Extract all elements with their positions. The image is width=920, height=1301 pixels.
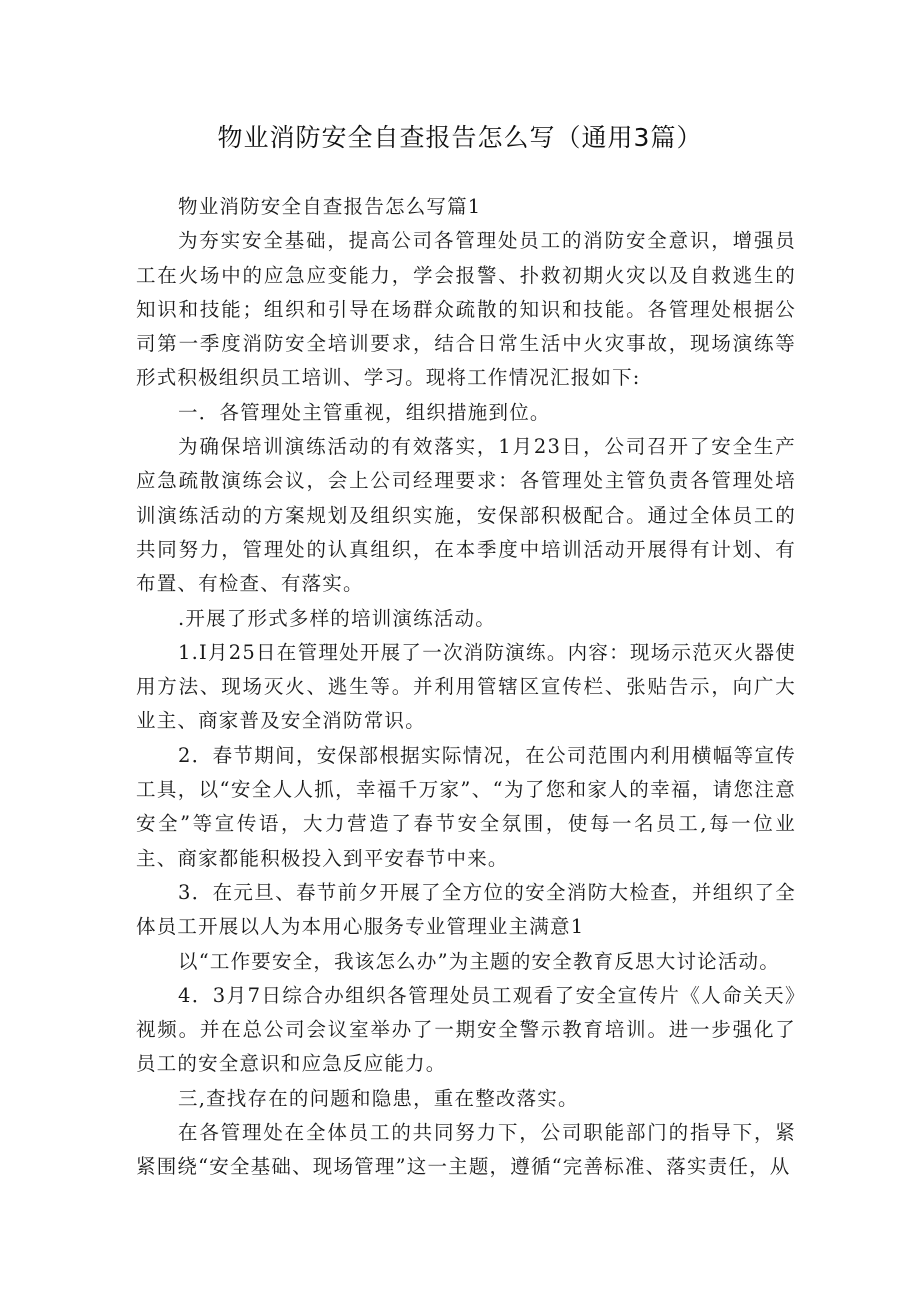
subsection-heading: .开展了形式多样的培训演练活动。	[178, 606, 496, 630]
body-paragraph: 在各管理处在全体员工的共同努力下，公司职能部门的指导下，紧紧围绕“安全基础、现场管理”这一主题，遵循“完善标准、落实责任，从	[136, 1121, 796, 1179]
subsection-heading: 一．各管理处主管重视，组织措施到位。	[178, 400, 551, 424]
list-item: 1.I月25日在管理处开展了一次消防演练。内容：现场示范灭火器使用方法、现场灭火、逃生等。并利用管辖区宣传栏、张贴告示，向广大业主、商家普及安全消防常识。	[136, 640, 796, 733]
body-paragraph: 以“工作要安全，我该怎么办”为主题的安全教育反思大讨论活动。	[178, 949, 780, 973]
document-body	[136, 190, 796, 1185]
list-item: 3．在元旦、春节前夕开展了全方位的安全消防大检查，并组织了全体员工开展以人为本用心服务专业管理业主满意1	[136, 880, 796, 939]
section-heading: 物业消防安全自查报告怎么写篇1	[178, 195, 482, 218]
body-paragraph: 为确保培训演练活动的有效落实，1月23日，公司召开了安全生产应急疏散演练会议，会上公司经理要求：各管理处主管负责各管理处培训演练活动的方案规划及组织实施，安保部积极配合。通过全体员工的共同努力，管理处的认真组织，在本季度中培训活动开展得有计划、有布置、有检查、有落实。	[136, 435, 796, 596]
list-item: 2．春节期间，安保部根据实际情况，在公司范围内利用横幅等宣传工具，以“安全人人抓，幸福千万家”、“为了您和家人的幸福，请您注意安全”等宣传语，大力营造了春节安全氛围，使每一名员工,每一位业主、商家都能积极投入到平安春节中来。	[136, 743, 796, 870]
document-title: 物业消防安全自查报告怎么写（通用3篇）	[217, 123, 703, 152]
body-paragraph: 为夯实安全基础，提高公司各管理处员工的消防安全意识，增强员工在火场中的应急应变能力，学会报警、扑救初期火灾以及自救逃生的知识和技能；组织和引导在场群众疏散的知识和技能。各管理处根据公司第一季度消防安全培训要求，结合日常生活中火灾事故，现场演练等形式积极组织员工培训、学习。现将工作情况汇报如下:	[136, 229, 796, 390]
list-item: 4．3月7日综合办组织各管理处员工观看了安全宣传片《人命关天》视频。并在总公司会议室举办了一期安全警示教育培训。进一步强化了员工的安全意识和应急反应能力。	[136, 983, 796, 1076]
subsection-heading: 三,查找存在的问题和隐患，重在整改落实。	[178, 1086, 579, 1110]
